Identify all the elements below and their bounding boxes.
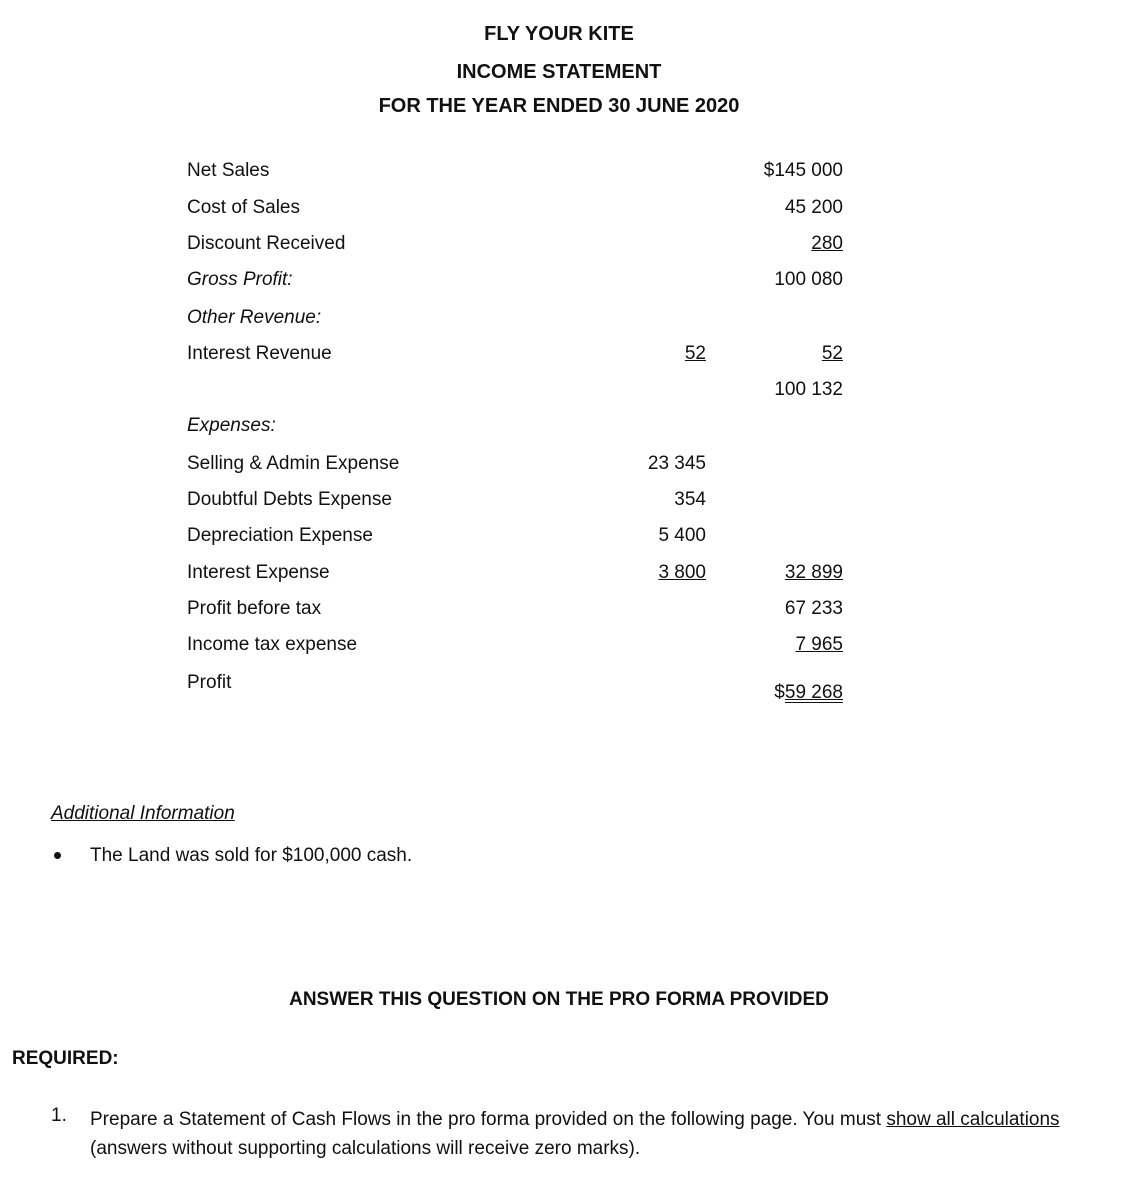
- additional-info-bullet: The Land was sold for $100,000 cash.: [90, 845, 413, 866]
- row-total: 100 080: [774, 269, 843, 290]
- required-label: REQUIRED:: [12, 1048, 119, 1069]
- row-label: Selling & Admin Expense: [187, 453, 400, 474]
- profit-value: 59 268: [784, 682, 843, 703]
- required-text-end: (answers without supporting calculations will receive zero marks).: [90, 1138, 641, 1159]
- row-label: Expenses:: [187, 415, 276, 436]
- currency-symbol: $: [774, 682, 785, 703]
- answer-instruction: ANSWER THIS QUESTION ON THE PRO FORMA PROVIDED: [289, 989, 829, 1010]
- row-profit: [0, 672, 1125, 703]
- row-label: Cost of Sales: [187, 197, 300, 218]
- row-label: Depreciation Expense: [187, 525, 373, 546]
- row-gross-profit: [0, 269, 1125, 295]
- row-detail: 52: [684, 343, 706, 364]
- row-cost-of-sales: [0, 197, 1125, 223]
- row-interest-revenue: [0, 343, 1125, 369]
- row-label: Other Revenue:: [187, 307, 322, 328]
- statement-title-type: INCOME STATEMENT: [456, 61, 662, 83]
- row-interest-expense: [0, 562, 1125, 588]
- row-subtotal: [0, 379, 1125, 405]
- row-detail: 5 400: [658, 525, 706, 546]
- row-detail: 3 800: [658, 562, 706, 583]
- statement-title-company: FLY YOUR KITE: [484, 23, 634, 45]
- row-other-revenue: [0, 307, 1125, 333]
- row-label: Income tax expense: [187, 634, 358, 655]
- row-total: [774, 682, 843, 704]
- row-label: Interest Revenue: [187, 343, 332, 364]
- row-expenses-heading: [0, 415, 1125, 441]
- required-item-text: [90, 1105, 1090, 1163]
- row-total: 67 233: [784, 598, 843, 619]
- row-total: $145 000: [763, 160, 843, 181]
- row-total: 45 200: [784, 197, 843, 218]
- row-selling-admin: [0, 453, 1125, 479]
- row-discount-received: [0, 233, 1125, 259]
- row-profit-before-tax: [0, 598, 1125, 624]
- required-text-emphasis: show all calculations: [886, 1109, 1060, 1130]
- row-depreciation: [0, 525, 1125, 551]
- row-total: 7 965: [795, 634, 843, 655]
- required-text-start: Prepare a Statement of Cash Flows in the pro forma provided on the following page. You must: [90, 1109, 887, 1130]
- row-total: 280: [811, 233, 843, 254]
- required-item-number: 1.: [51, 1105, 67, 1126]
- row-total: 100 132: [774, 379, 843, 400]
- row-label: Profit: [187, 672, 232, 693]
- row-label: Profit before tax: [187, 598, 322, 619]
- row-total: 52: [821, 343, 843, 364]
- row-net-sales: [0, 160, 1125, 186]
- additional-info-heading: Additional Information: [51, 803, 235, 824]
- row-income-tax: [0, 634, 1125, 660]
- row-label: Doubtful Debts Expense: [187, 489, 392, 510]
- row-label: Gross Profit:: [187, 269, 293, 290]
- row-label: Net Sales: [187, 160, 270, 181]
- row-detail: 354: [674, 489, 706, 510]
- row-detail: 23 345: [647, 453, 706, 474]
- row-label: Discount Received: [187, 233, 346, 254]
- row-doubtful-debts: [0, 489, 1125, 515]
- row-label: Interest Expense: [187, 562, 330, 583]
- statement-title-period: FOR THE YEAR ENDED 30 JUNE 2020: [378, 95, 740, 117]
- row-total: 32 899: [784, 562, 843, 583]
- bullet-icon: [54, 852, 61, 859]
